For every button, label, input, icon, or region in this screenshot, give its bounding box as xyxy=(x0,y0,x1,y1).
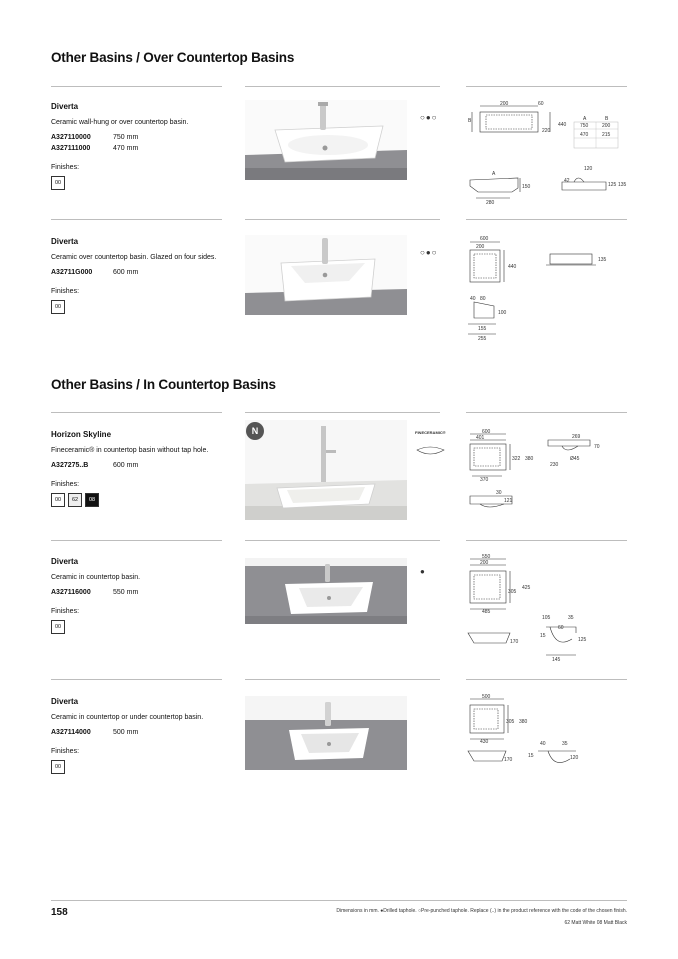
product-photo xyxy=(245,235,407,315)
dim-label: 30 xyxy=(496,490,502,496)
dim-label: 280 xyxy=(486,200,495,206)
taphole-indicator: ○●○ xyxy=(420,248,438,257)
divider xyxy=(466,86,627,87)
divider xyxy=(466,540,627,541)
basin-photo-image xyxy=(245,420,407,520)
dim-label: 80 xyxy=(480,296,486,302)
product-name: Diverta xyxy=(51,697,79,706)
basin-photo-image xyxy=(245,558,407,624)
divider xyxy=(51,540,222,541)
dim-label: 70 xyxy=(594,444,600,450)
dim-label: 305 xyxy=(506,719,515,725)
logo-text: FINECERAMIC® xyxy=(415,430,446,435)
dim-label: 485 xyxy=(482,609,491,615)
dim-label: 145 xyxy=(552,657,561,663)
reference-row xyxy=(51,729,226,736)
product-diverta-under-countertop xyxy=(51,697,226,774)
reference-row xyxy=(51,134,226,141)
dim-label: 40 xyxy=(470,296,476,302)
product-description: Ceramic over countertop basin. Glazed on four sides. xyxy=(51,254,217,261)
divider xyxy=(466,412,627,413)
product-diverta-in-countertop xyxy=(51,557,226,634)
divider xyxy=(245,86,440,87)
dim-label: 35 xyxy=(562,741,568,747)
dim-label: 120 xyxy=(584,166,593,172)
dim-label: B xyxy=(468,118,472,124)
dim-label: 170 xyxy=(504,757,513,763)
dim-label: 170 xyxy=(510,639,519,645)
dim-label: 200 xyxy=(500,101,509,107)
reference-row xyxy=(51,145,226,152)
fineceramic-logo xyxy=(414,428,448,462)
finish-swatch-08[interactable]: 08 xyxy=(85,493,99,507)
section-title-over-countertop: Other Basins / Over Countertop Basins xyxy=(51,50,295,65)
reference-size: 500 mm xyxy=(113,729,139,736)
product-description: Ceramic in countertop basin. xyxy=(51,574,141,581)
product-diverta-wall-hung xyxy=(51,102,226,190)
technical-drawing-5 xyxy=(466,693,631,783)
dim-label: A xyxy=(492,171,496,177)
finishes-label: Finishes: xyxy=(51,164,80,171)
reference-size: 750 mm xyxy=(113,134,139,141)
dimension-table xyxy=(574,116,618,148)
finishes-label: Finishes: xyxy=(51,608,80,615)
dim-label: 600 xyxy=(482,429,491,435)
finish-swatch-00[interactable]: 00 xyxy=(51,620,65,634)
reference-code: A327275..B xyxy=(51,462,89,469)
dim-label: 322 xyxy=(512,456,521,462)
product-name: Diverta xyxy=(51,557,79,566)
product-photo xyxy=(245,558,407,624)
dim-label: 40 xyxy=(540,741,546,747)
finish-swatch-00[interactable]: 00 xyxy=(51,176,65,190)
taphole-indicator: ○●○ xyxy=(420,113,438,122)
product-photo xyxy=(245,420,407,520)
divider xyxy=(245,412,440,413)
dim-label: 500 xyxy=(482,694,491,700)
dim-label: 105 xyxy=(542,615,551,621)
dim-label: 135 xyxy=(618,182,627,188)
divider xyxy=(466,219,627,220)
divider xyxy=(245,219,440,220)
product-name: Diverta xyxy=(51,237,79,246)
reference-code: A32711G000 xyxy=(51,269,93,276)
dim-label: 125 xyxy=(608,182,617,188)
dim-label: 15 xyxy=(528,753,534,759)
product-description: Ceramic in countertop or under countertop basin. xyxy=(51,714,204,721)
finish-swatch-00[interactable]: 00 xyxy=(51,760,65,774)
reference-size: 470 mm xyxy=(113,145,139,152)
reference-code: A327110000 xyxy=(51,134,91,141)
divider xyxy=(466,679,627,680)
product-name: Horizon Skyline xyxy=(51,430,112,439)
dim-label: 440 xyxy=(508,264,517,270)
page-number: 158 xyxy=(51,907,68,918)
product-name: Diverta xyxy=(51,102,79,111)
dim-label: 42 xyxy=(564,178,570,184)
dim-label: 60 xyxy=(558,625,564,631)
dim-label: 200 xyxy=(476,244,485,250)
finish-swatch-00[interactable]: 00 xyxy=(51,493,65,507)
basin-photo-image xyxy=(245,696,407,770)
dim-label: 269 xyxy=(572,434,581,440)
finishes-label: Finishes: xyxy=(51,288,80,295)
divider xyxy=(51,679,222,680)
dim-label: 120 xyxy=(570,755,579,761)
new-badge: N xyxy=(246,422,264,440)
product-diverta-over-countertop xyxy=(51,237,226,314)
product-horizon-skyline xyxy=(51,430,226,507)
product-description: Ceramic wall-hung or over countertop basin. xyxy=(51,119,189,126)
dim-label: 255 xyxy=(478,336,487,342)
basin-photo-image xyxy=(245,235,407,315)
dim-label: 370 xyxy=(480,477,489,483)
table-cell: 200 xyxy=(602,123,611,129)
reference-size: 550 mm xyxy=(113,589,139,596)
table-header: A xyxy=(583,116,587,122)
table-cell: 470 xyxy=(580,132,589,138)
finish-swatch-62[interactable]: 62 xyxy=(68,493,82,507)
dim-label: 125 xyxy=(578,637,587,643)
dim-label: 60 xyxy=(538,101,544,107)
dim-label: 150 xyxy=(522,184,531,190)
dim-label: 135 xyxy=(598,257,607,263)
dim-label: 15 xyxy=(540,633,546,639)
reference-size: 600 mm xyxy=(113,269,139,276)
dim-label: 200 xyxy=(480,560,489,566)
dim-label: 35 xyxy=(568,615,574,621)
reference-code: A327111000 xyxy=(51,145,91,152)
section-title-in-countertop: Other Basins / In Countertop Basins xyxy=(51,377,276,392)
table-header: B xyxy=(605,116,609,122)
dim-label: 430 xyxy=(480,739,489,745)
reference-row xyxy=(51,269,226,276)
basin-photo-image xyxy=(245,100,407,180)
dim-label: 121 xyxy=(504,498,513,504)
divider xyxy=(51,412,222,413)
reference-size: 600 mm xyxy=(113,462,139,469)
technical-drawing-2 xyxy=(466,234,631,344)
technical-drawing-3 xyxy=(466,428,631,518)
reference-row xyxy=(51,589,226,596)
dim-label: 230 xyxy=(550,462,559,468)
dim-label: 220 xyxy=(542,128,551,134)
footer-divider xyxy=(51,900,627,901)
dim-label: 425 xyxy=(522,585,531,591)
table-cell: 750 xyxy=(580,123,589,129)
dim-label: 401 xyxy=(476,435,485,441)
divider xyxy=(245,679,440,680)
technical-drawing-4 xyxy=(466,553,631,663)
footer-note: Dimensions in mm. ●Drilled taphole. ○Pre-punched taphole. Replace (..) in the product reference with the code of the chosen finish. xyxy=(336,908,627,914)
dim-label: 600 xyxy=(480,236,489,242)
divider xyxy=(51,219,222,220)
reference-code: A327114000 xyxy=(51,729,91,736)
table-cell: 215 xyxy=(602,132,611,138)
dim-label: 550 xyxy=(482,554,491,560)
taphole-indicator: ● xyxy=(420,567,426,576)
dim-label: 440 xyxy=(558,122,567,128)
product-photo xyxy=(245,696,407,770)
finishes-label: Finishes: xyxy=(51,481,80,488)
dim-label: Ø45 xyxy=(570,456,580,462)
dim-label: 100 xyxy=(498,310,507,316)
technical-drawing-1 xyxy=(466,100,631,210)
finishes-label: Finishes: xyxy=(51,748,80,755)
dim-label: 155 xyxy=(478,326,487,332)
dim-label: 305 xyxy=(508,589,517,595)
product-description: Fineceramic® in countertop basin without tap hole. xyxy=(51,447,209,454)
finish-swatch-00[interactable]: 00 xyxy=(51,300,65,314)
product-photo xyxy=(245,100,407,180)
divider xyxy=(245,540,440,541)
dim-label: 380 xyxy=(525,456,534,462)
reference-row xyxy=(51,462,226,469)
footer-color-legend: 62 Matt White 08 Matt Black xyxy=(564,920,627,926)
reference-code: A327116000 xyxy=(51,589,91,596)
dim-label: 380 xyxy=(519,719,528,725)
divider xyxy=(51,86,222,87)
